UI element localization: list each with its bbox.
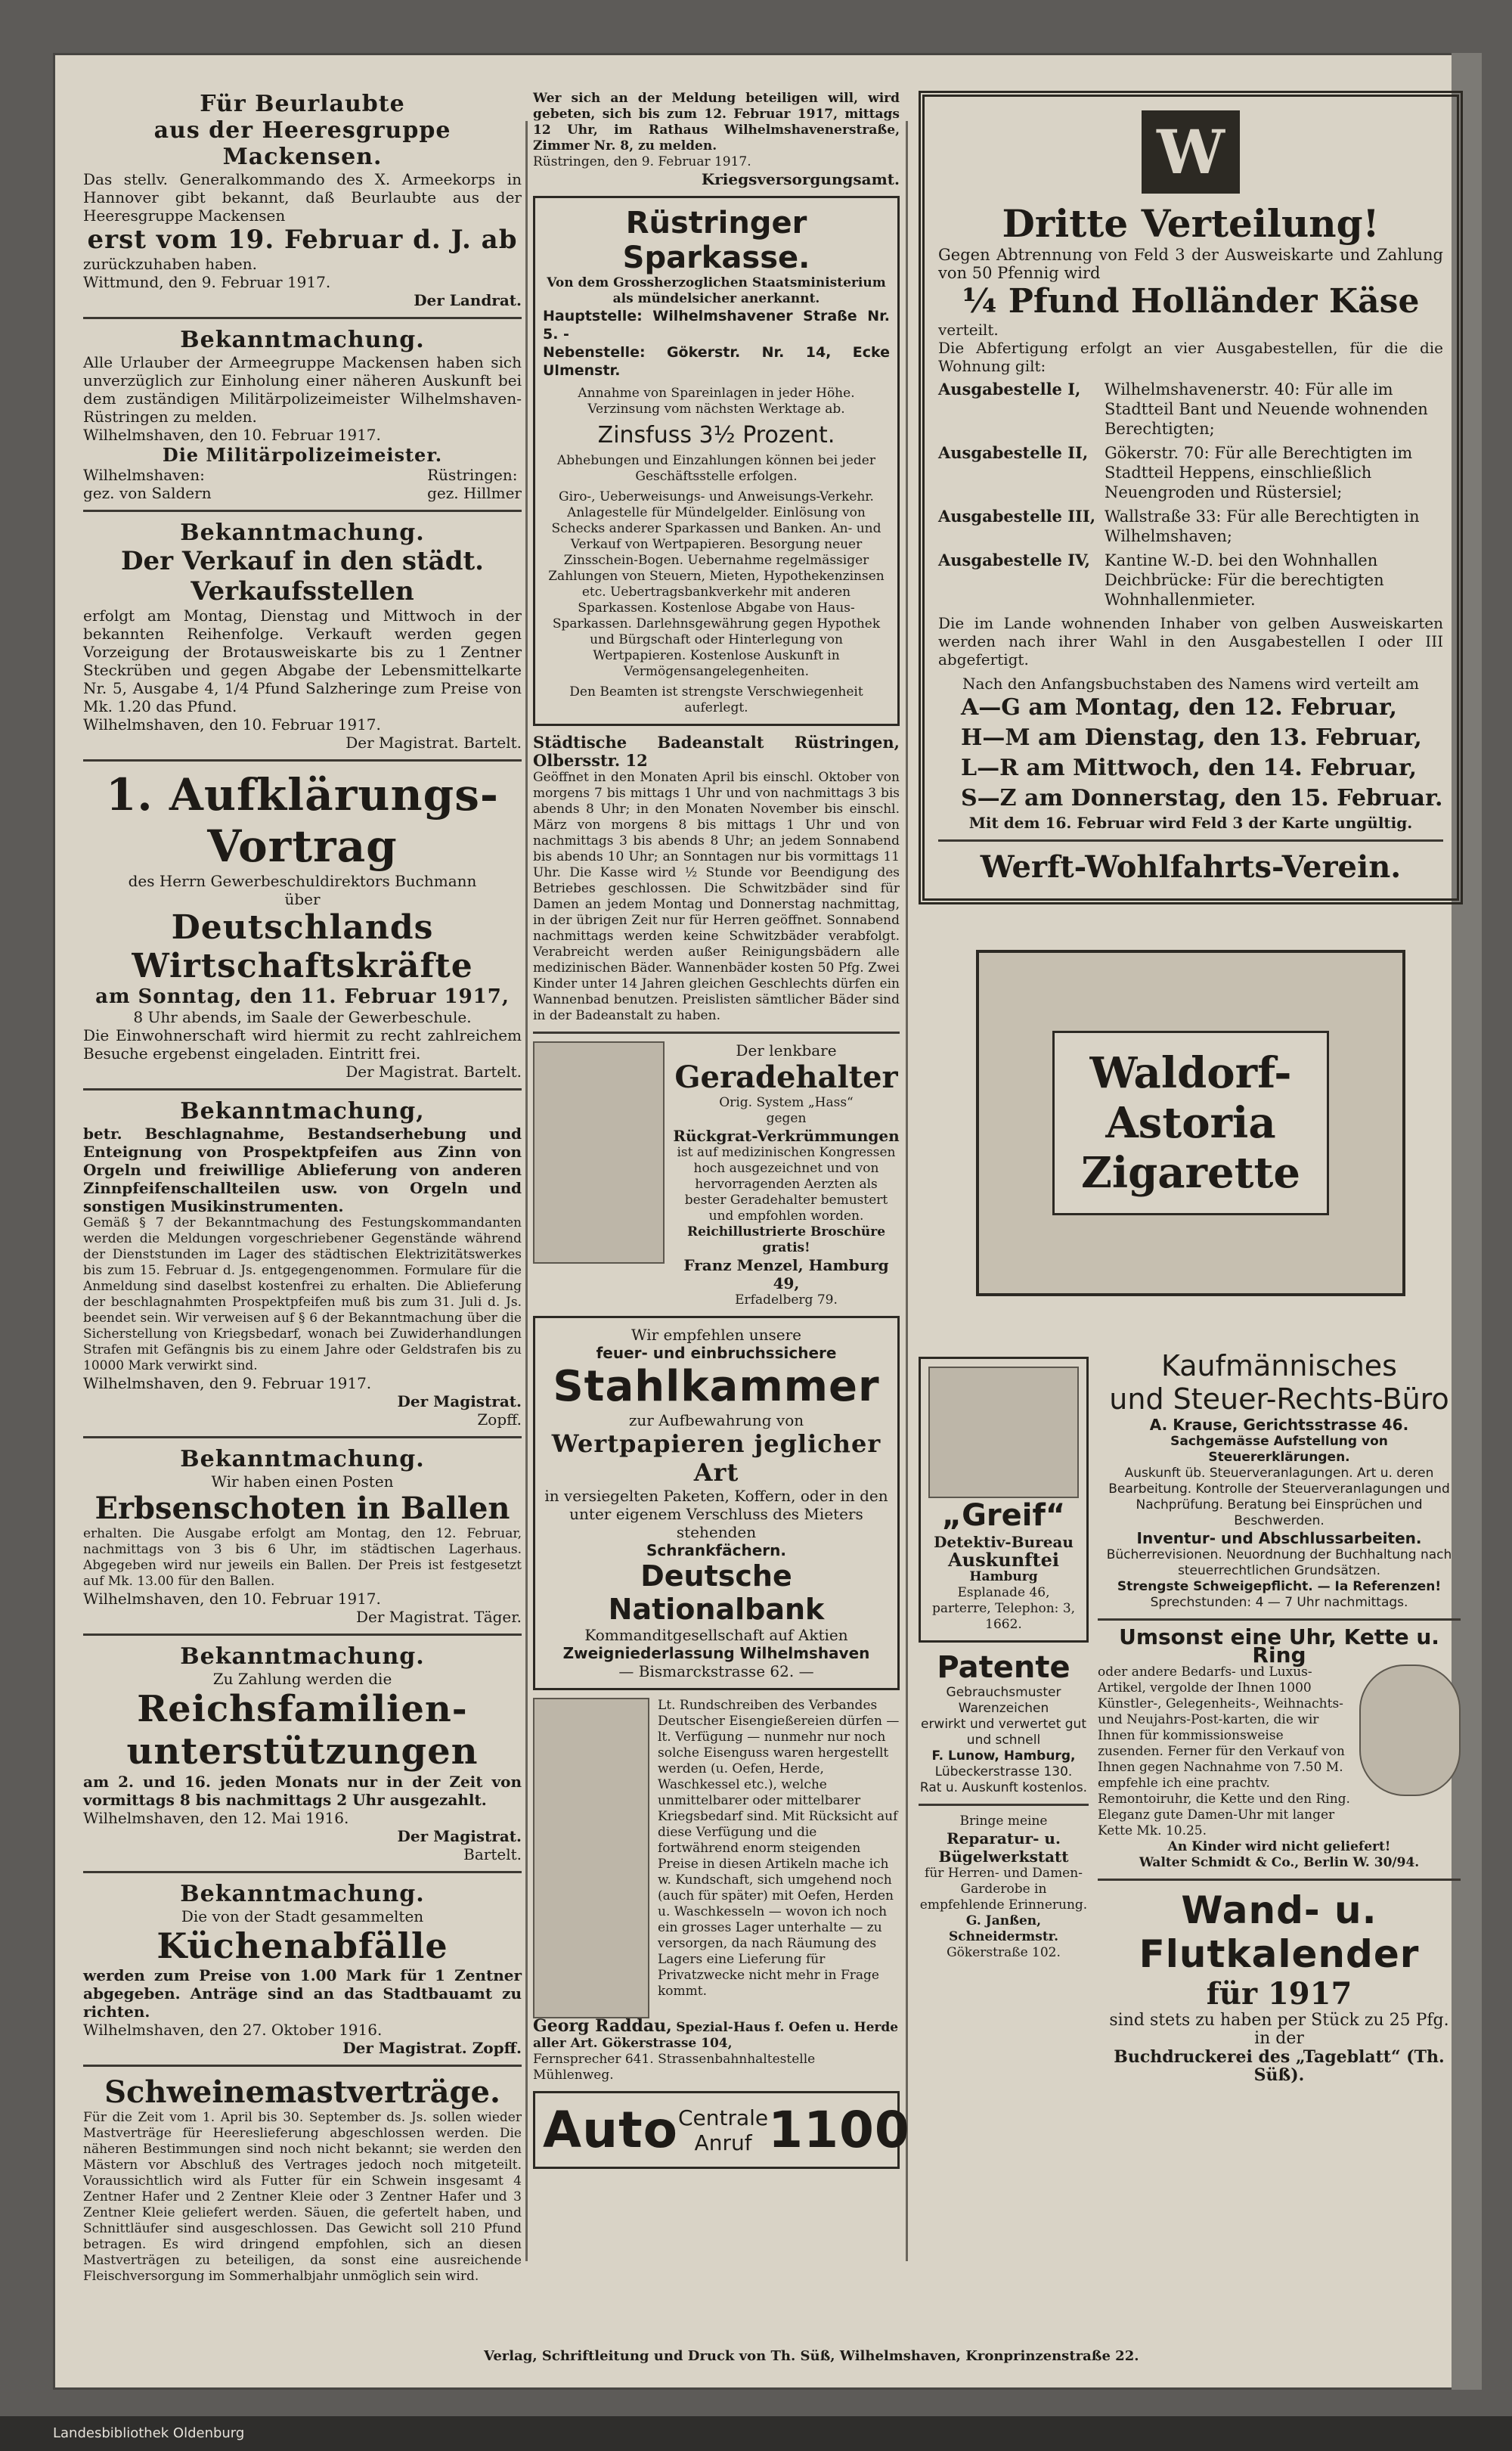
woman-illustration [533, 1041, 665, 1264]
notice-signature-name: Zopff. [477, 1410, 522, 1429]
bank-subtitle: Von dem Grossherzoglichen Staatsministerium als mündelsicher anerkannt. [547, 275, 886, 306]
point-label: Ausgabestelle I, [938, 380, 1081, 399]
ad-savings-bank [533, 196, 900, 726]
divider [83, 1871, 522, 1873]
notice-military-police [83, 327, 522, 502]
ad-patents [919, 1650, 1089, 1796]
greif-city: Hamburg [969, 1569, 1038, 1584]
ad-condition: Rückgrat-Verkrümmungen [673, 1127, 900, 1145]
ad-text: Schrankfächern. [646, 1541, 786, 1559]
tax-text: Strengste Schweigepflicht. — Ia Referenzen! [1117, 1579, 1442, 1594]
notice-date: Wilhelmshaven, den 10. Februar 1917. [83, 426, 381, 444]
bank-title: Rüstringer Sparkasse. [622, 206, 810, 275]
patents-text: Gebrauchsmuster Warenzeichen [946, 1685, 1061, 1716]
divider [83, 317, 522, 319]
notice-text: werden zum Preise von 1.00 Mark für 1 Zentner abgegeben. Anträge sind an das Stadtbauamt zu richten. [83, 1966, 522, 2021]
bank-text: Abhebungen und Einzahlungen können bei jeder Geschäftsstelle erfolgen. [557, 453, 875, 484]
notice-text: erhalten. Die Ausgabe erfolgt am Montag, den 12. Februar, nachmittags von 3 bis 6 Uhr, im städtischen Lagerhaus. Abgegeben wird nur jeweils ein Ballen. Der Preis ist festgesetzt auf Mk. 13.00 für den Ballen. [83, 1526, 522, 1589]
notice-title: Bekanntmachung, [180, 1098, 425, 1125]
notice-lead: Zu Zahlung werden die [212, 1670, 392, 1688]
distribution-day: A—G am Montag, den 12. Februar, [961, 694, 1397, 721]
distribution-title: Dritte Verteilung! [1002, 201, 1380, 246]
divider [1098, 1618, 1461, 1621]
ad-calendar [1098, 1888, 1461, 2084]
bank-text: Annahme von Spareinlagen in jeder Höhe. Verzinsung vom nächsten Werktage ab. [578, 386, 855, 417]
ad-firm: Georg Raddau, [533, 2016, 672, 2036]
ad-strongroom [533, 1316, 900, 1690]
repair-lead: Bringe meine [959, 1813, 1048, 1829]
distribution-text: verteilt. [938, 321, 999, 339]
notice-title: Bekanntmachung. [180, 1643, 425, 1670]
notice-furlough [83, 91, 522, 309]
stove-illustration [533, 1698, 649, 2018]
distribution-text: Nach den Anfangsbuchstaben des Namens wird verteilt am [962, 675, 1420, 693]
distribution-item: ¼ Pfund Holländer Käse [962, 282, 1420, 321]
point-label: Ausgabestelle II, [938, 443, 1089, 462]
patents-text: erwirkt und verwertet gut und schnell [920, 1717, 1086, 1748]
notice-subtitle: Der Verkauf in den städt. Verkaufsstellen [120, 546, 485, 607]
watch-firm: Walter Schmidt & Co., Berlin W. 30/94. [1139, 1855, 1420, 1870]
tax-name: A. Krause, Gerichtsstrasse 46. [1149, 1416, 1409, 1434]
notice-kitchen-waste [83, 1881, 522, 2057]
ad-text: Kommanditgesellschaft auf Aktien [584, 1626, 848, 1644]
distribution-point [938, 443, 1443, 502]
point-label: Ausgabestelle III, [938, 507, 1096, 526]
patents-title: Patente [937, 1650, 1070, 1685]
calendar-text: in der [1254, 2029, 1304, 2048]
point-text: Kantine W.-D. bei den Wohnhallen Deichbrücke: Für die berechtigten Wohnhallenmieter. [1105, 551, 1384, 609]
bath-text: Geöffnet in den Monaten April bis einschl. Oktober von morgens 7 bis mittags 1 Uhr und von nachmittags 3 bis abends 8 Uhr; in den Monaten November bis einschl. März von morgens 8 bis mittags 1 Uhr und von nachmittags 3 bis abends 8 Uhr; an jedem Sonnabend bis abends 10 Uhr; an Sonntagen nur bis vormittags 11 Uhr. Die Kasse wird ½ Stunde vor Beendigung des Betriebes geschlossen. Die Schwitzbäder sind für Damen an jedem Montag und Donnerstag nachmittag, in der übrigen Zeit nur für Herren geöffnet. Sonnabend nachmittags werden keine Schwitzbäder verabfolgt. Verabreicht werden außer Reinigungsbädern alle medizinischen Bäder. Wannenbäder kosten 50 Pfg. Zwei Kinder unter 14 Jahren gleichen Geschlechts dürfen ein Wannenbad benutzen. Preislisten sämtlicher Bäder sind in der Badeanstalt zu haben. [533, 770, 900, 1023]
bank-services: Giro-, Ueberweisungs- und Anweisungs-Verkehr. Anlagestelle für Mündelgelder. Einlösung von Schecks anderer Sparkassen und Banken. An- und Verkauf von Wertpapieren. Besorgung neuer Zinsschein-Bogen. Uebernahme regelmässiger Zahlungen von Steuern, Mieten, Hypothekenzinsen etc. Uebertragsbankverkehr mit anderen Sparkassen. Kostenlose Abgabe von Haus-Sparkassen. Darlehnsgewährung gegen Hypothek und Bürgschaft oder Hinterlegung von Wertpapieren. Kostenlose Auskunft in Vermögensangelegenheiten. [548, 489, 885, 679]
point-text: Gökerstr. 70: Für alle Berechtigten im Stadtteil Heppens, einschließlich Neuengroden und Rüstersiel; [1105, 444, 1413, 501]
ad-text: in versiegelten Paketen, Koffern, oder in den unter eigenem Verschluss des Mieters stehenden [544, 1487, 888, 1541]
waldorf-line: Astoria [1105, 1098, 1276, 1148]
divider [83, 2065, 522, 2067]
auto-word: Auto [543, 2101, 678, 2159]
notice-signature: Der Magistrat. Bartelt. [345, 1063, 522, 1081]
calendar-title: Wand- u. Flutkalender [1139, 1888, 1420, 1976]
notice-sales [83, 520, 522, 752]
tax-text: Sprechstunden: 4 — 7 Uhr nachmittags. [1150, 1595, 1408, 1610]
ad-lead: Der lenkbare [736, 1041, 837, 1060]
notice-subtitle: aus der Heeresgruppe Mackensen. [153, 117, 451, 170]
calendar-text: sind stets zu haben per Stück zu 25 Pfg. [1109, 2011, 1449, 2030]
w-logo: W [1142, 110, 1240, 194]
notice-signature-name: Bartelt. [463, 1845, 522, 1863]
divider [83, 1436, 522, 1438]
signer-right-place: Rüstringen: [427, 466, 518, 484]
patents-address: Lübeckerstrasse 130. [934, 1764, 1073, 1779]
ad-stoves [533, 1698, 900, 2018]
ad-bank: Deutsche Nationalbank [608, 1559, 825, 1626]
ad-firm: Franz Menzel, Hamburg 49, [683, 1256, 889, 1292]
distribution-text: Die Abfertigung erfolgt an vier Ausgabestellen, für die die Wohnung gilt: [938, 339, 1443, 375]
waldorf-line: Waldorf- [1089, 1048, 1292, 1098]
bank-interest: Zinsfuss 3½ Prozent. [597, 422, 835, 448]
auto-centrale: Centrale [677, 2105, 769, 2130]
ad-lead: Wir empfehlen unsere [631, 1326, 801, 1344]
tax-title: und Steuer-Rechts-Büro [1109, 1382, 1449, 1416]
auto-number: 1100 [768, 2101, 910, 2159]
calendar-year: für 1917 [1206, 1976, 1352, 2012]
tax-title: Kaufmännisches [1161, 1349, 1397, 1382]
divider [83, 1088, 522, 1091]
divider [938, 839, 1443, 842]
notice-signature: Der Magistrat. Bartelt. [345, 734, 522, 752]
bank-main-office: Hauptstelle: Wilhelmshavener Straße Nr. 5. - [543, 308, 890, 343]
column-middle [533, 91, 910, 2176]
watch-illustration [1359, 1665, 1461, 1796]
ad-greif-detective [919, 1357, 1089, 1643]
notice-family-support [83, 1643, 522, 1863]
lecture-location: 8 Uhr abends, im Saale der Gewerbeschule. [133, 1008, 472, 1026]
notice-title: Für Beurlaubte [200, 91, 405, 117]
ad-highlight: Wertpapieren jeglicher Art [551, 1429, 881, 1487]
notice-date: Rüstringen, den 9. Februar 1917. [533, 154, 751, 169]
notice-text: erfolgt am Montag, Dienstag und Mittwoch in der bekannten Reihenfolge. Verkauft werden gegen Vorzeigung der Brotausweiskarte bis zu 1 Zentner Steckrüben und gegen Abgabe der Lebensmittelkarte Nr. 5, Ausgabe 4, 1/4 Pfund Salzheringe zum Preise von Mk. 1.20 das Pfund. [83, 607, 522, 715]
column-right [919, 91, 1463, 2084]
ad-address: Erfadelberg 79. [735, 1292, 838, 1308]
notice-lead: Die von der Stadt gesammelten [181, 1907, 424, 1925]
tax-text: Bücherrevisionen. Neuordnung der Buchhaltung nach steuerrechtlichen Grundsätzen. [1106, 1547, 1452, 1578]
calendar-printer: Buchdruckerei des „Tageblatt“ (Th. Süß). [1114, 2047, 1445, 2085]
distribution-signature: Werft-Wohlfahrts-Verein. [980, 849, 1402, 885]
notice-highlight: unterstützungen [126, 1730, 479, 1773]
notice-text: am 2. und 16. jeden Monats nur in der Zeit von vormittags 8 bis nachmittags 2 Uhr ausgezahlt. [83, 1773, 522, 1809]
ad-auto [533, 2091, 910, 2169]
ad-waldorf-astoria [976, 950, 1405, 1296]
divider [919, 1804, 1089, 1806]
notice-war-office [533, 91, 900, 188]
notice-text: Wer sich an der Meldung beteiligen will, wird gebeten, sich bis zum 12. Februar 1917, mittags 12 Uhr, im Rathaus Wilhelmshavenerstraße, Zimmer Nr. 8, zu melden. [533, 91, 900, 154]
column-left [83, 91, 522, 2285]
ad-gegen: gegen [766, 1111, 807, 1126]
notice-text: Gemäß § 7 der Bekanntmachung des Festungskommandanten werden die Meldungen vorgeschriebener Gegenstände während der Dienststunden im Lager des städtischen Elektrizitätswerkes bis zum 15. Februar d. Js. entgegengenommen. Formulare für die Anmeldung sind daselbst kostenfrei zu erhalten. Die Ablieferung der beschlagnahmten Prospektpfeifen muß bis zum 31. Juli d. Js. beendet sein. Wir verweisen auf § 6 der Bekanntmachung über die Sicherstellung von Kriegsbedarf, wonach bei Zuwiderhandlungen Strafen mit Gefängnis bis zu einem Jahre oder Geldstrafen bis zu 10000 Mark verwirkt sind. [83, 1215, 522, 1373]
repair-title: Reparatur- u. Bügelwerkstatt [938, 1829, 1069, 1866]
ad-firm-detail: Spezial-Haus f. Oefen u. Herde aller Art. Gökerstrasse 104, [533, 2020, 899, 2051]
point-label: Ausgabestelle IV, [938, 551, 1090, 569]
notice-date: Wilhelmshaven, den 10. Februar 1917. [83, 715, 381, 734]
ad-title: Stahlkammer [553, 1362, 880, 1411]
patents-text: Rat u. Auskunft kostenlos. [919, 1780, 1088, 1795]
point-text: Wallstraße 33: Für alle Berechtigten in Wilhelmshaven; [1105, 507, 1420, 545]
notice-highlight: Erbsenschoten in Ballen [94, 1491, 510, 1526]
notice-pig-contracts [83, 2074, 522, 2285]
auto-anruf: Anruf [694, 2130, 752, 2155]
repair-address: Gökerstraße 102. [947, 1945, 1061, 1960]
notice-title: Bekanntmachung. [180, 520, 425, 546]
notice-highlight: erst vom 19. Februar d. J. ab [87, 225, 518, 255]
distribution-points [938, 380, 1443, 610]
notice-lecture [83, 769, 522, 1081]
ad-branch: Zweigniederlassung Wilhelmshaven [562, 1644, 870, 1662]
ad-phone: Fernsprecher 641. Strassenbahnhaltestelle Mühlenweg. [533, 2052, 816, 2083]
distribution-day: L—R am Mittwoch, den 14. Februar, [961, 755, 1418, 781]
notice-highlight: Reichsfamilien- [137, 1688, 468, 1730]
notice-signature: Die Militärpolizeimeister. [162, 444, 443, 466]
column-rule [525, 121, 528, 2261]
divider [533, 1032, 900, 1034]
ad-stoves-footer [533, 2018, 900, 2083]
notice-text: Das stellv. Generalkommando des X. Armeekorps in Hannover gibt bekannt, daß Beurlaubte aus der Heeresgruppe Mackensen [83, 170, 522, 225]
notice-title: Bekanntmachung. [180, 1446, 425, 1472]
notice-signature: Der Magistrat. [397, 1392, 522, 1410]
repair-firm: G. Janßen, Schneidermstr. [948, 1913, 1058, 1944]
notice-signature: Der Magistrat. Zopff. [342, 2039, 522, 2057]
tax-text: Inventur- und Abschlussarbeiten. [1136, 1529, 1422, 1547]
notice-text: Die Einwohnerschaft wird hiermit zu recht zahlreichem Besuche ergebenst eingeladen. Eintritt frei. [83, 1026, 522, 1063]
notice-date: Wittmund, den 9. Februar 1917. [83, 273, 331, 291]
notice-signature: Der Magistrat. Täger. [356, 1608, 522, 1626]
notice-date: Wilhelmshaven, den 9. Februar 1917. [83, 1374, 372, 1392]
notice-signature: Der Landrat. [414, 291, 522, 309]
bath-title: Städtische Badeanstalt Rüstringen, Olbersstr. 12 [533, 733, 900, 770]
griffin-illustration [928, 1367, 1079, 1498]
ad-subtitle: feuer- und einbruchssichere [596, 1344, 837, 1362]
watch-note: An Kinder wird nicht geliefert! [1167, 1839, 1391, 1854]
greif-name: „Greif“ [941, 1498, 1066, 1533]
notice-date: Wilhelmshaven, den 12. Mai 1916. [83, 1809, 349, 1827]
notice-bathhouse [533, 734, 900, 1024]
lecture-date: am Sonntag, den 11. Februar 1917, [95, 985, 510, 1008]
distribution-point [938, 551, 1443, 610]
notice-date: Wilhelmshaven, den 10. Februar 1917. [83, 1590, 381, 1608]
notice-text: zurückzuhaben haben. [83, 255, 257, 273]
ad-tax-office [1098, 1349, 1461, 1611]
lecture-ueber: über [284, 890, 321, 908]
tax-text: Auskunft üb. Steuerveranlagungen. Art u. deren Bearbeitung. Kontrolle der Steuerveranlagungen und Nachprüfung. Beratung bei Einsprüchen und Beschwerden. [1108, 1466, 1450, 1528]
ad-free-watch [1098, 1624, 1461, 1871]
notice-highlight: Schweinemastverträge. [104, 2074, 500, 2110]
distribution-note: Mit dem 16. Februar wird Feld 3 der Karte ungültig. [968, 814, 1413, 832]
greif-line: Auskunftei [948, 1549, 1059, 1571]
ad-system: Orig. System „Hass“ [719, 1095, 854, 1110]
distribution-point [938, 380, 1443, 439]
divider [83, 1633, 522, 1636]
distribution-text: Die im Lande wohnenden Inhaber von gelben Ausweiskarten werden nach ihrer Wahl in den Ausgabestellen I oder III abgefertigt. [938, 614, 1443, 669]
notice-text: Für die Zeit vom 1. April bis 30. September ds. Js. sollen wieder Mastverträge für Heereslieferung abgeschlossen werden. Die näheren Bestimmungen sind noch nicht bekannt; sie werden den Mästern vor Abschluß des Vertrages jedoch noch mitgeteilt. Voraussichtlich wird als Futter für ein Schwein insgesamt 4 Zentner Hafer und 2 Zentner Kleie oder 3 Zentner Hafer und 3 Zentner Kleie geliefert werden. Säuen, die gefertelt haben, und Schnittläufer sind ausgeschlossen. Das Gewicht soll 210 Pfund betragen. Es wird dringend empfohlen, sich an diesen Mastverträgen zu beteiligen, da sonst eine ausreichende Fleischversorgung im Sommerhalbjahr unmöglich sein wird. [83, 2110, 522, 2284]
greif-line: Detektiv-Bureau [934, 1533, 1074, 1551]
notice-subject: betr. Beschlagnahme, Bestandserhebung und Enteignung von Prospektpfeifen aus Zinn von Orgeln und freiwillige Ablieferung von anderen Zinnpfeifenschallteilen usw. von Orgeln und sonstigen Musikinstrumenten. [83, 1125, 522, 1215]
distribution-day: S—Z am Donnerstag, den 15. Februar. [961, 785, 1443, 811]
imprint: Verlag, Schriftleitung und Druck von Th. Süß, Wilhelmshaven, Kronprinzenstraße 22. [484, 2348, 1139, 2364]
watch-text: oder andere Bedarfs- und Luxus-Artikel, vergolde der Ihnen 1000 Künstler-, Gelegenheits-, Weihnachts- und Neujahrs-Post-karten, die wir Ihnen für kommissionsweise zusenden. Ferner für den Verkauf von Ihnen gegen Nachnahme von 7.50 M. empfehle ich eine prachtv. Remontoiruhr, die Kette und den Ring. Eleganz gute Damen-Uhr mit langer Kette Mk. 10.25. [1098, 1665, 1350, 1838]
signer-left-place: Wilhelmshaven: [83, 466, 205, 484]
point-text: Wilhelmshavenerstr. 40: Für alle im Stadtteil Bant und Neuende wohnenden Berechtigten; [1105, 380, 1428, 438]
tax-text: Sachgemässe Aufstellung von Steuererklärungen. [1170, 1434, 1388, 1465]
divider [83, 759, 522, 762]
notice-text: Alle Urlauber der Armeegruppe Mackensen haben sich unverzüglich zur Einholung einer näheren Auskunft bei dem zuständigen Militärpolizeimeister Wilhelmshaven-Rüstringen zu melden. [83, 353, 522, 426]
ad-posture-corrector [533, 1041, 900, 1308]
ad-text: Lt. Rundschreiben des Verbandes Deutscher Eisengießereien dürfen — lt. Verfügung — nunmehr nur noch solche Eisenguss waren hergestellt werden (u. Oefen, Herde, Waschkessel etc.), welche unmittelbarer oder mittelbarer Kriegsbedarf sind. Mit Rücksicht auf diese Verfügung und die fortwährend enorm steigenden Preise in diesen Artikeln mache ich w. Kundschaft, sich umgehend noch (auch für später) mit Oefen, Herden u. Waschkesseln — wovon ich noch ein grosses Lager unterhalte — zu versorgen, da nach Räumung des Lagers eine Lieferung für Privatzwecke nicht mehr in Frage kommt. [658, 1698, 900, 1999]
lecture-topic: Deutschlands Wirtschaftskräfte [132, 908, 473, 985]
lecture-speaker: des Herrn Gewerbeschuldirektors Buchmann [128, 872, 477, 890]
notice-peas [83, 1446, 522, 1626]
patents-firm: F. Lunow, Hamburg, [931, 1748, 1076, 1764]
ad-brochure: Reichillustrierte Broschüre gratis! [686, 1224, 886, 1255]
ad-text: zur Aufbewahrung von [628, 1411, 804, 1429]
ad-cheese-distribution [919, 91, 1463, 904]
watch-title: Umsonst eine Uhr, Kette u. Ring [1119, 1624, 1439, 1668]
notice-signature: Kriegsversorgungsamt. [701, 170, 900, 188]
notice-date: Wilhelmshaven, den 27. Oktober 1916. [83, 2021, 383, 2039]
divider [1098, 1879, 1461, 1881]
notice-organ-pipes [83, 1098, 522, 1429]
ad-repair-shop [919, 1813, 1089, 1961]
repair-text: für Herren- und Damen-Garderobe in empfehlende Erinnerung. [919, 1866, 1088, 1913]
ad-address: — Bismarckstrasse 62. — [618, 1662, 814, 1680]
ad-text: ist auf medizinischen Kongressen hoch ausgezeichnet und von hervorragenden Aerzten als bester Geradehalter bemustert und empfohlen worden. [677, 1145, 896, 1224]
distribution-text: Gegen Abtrennung von Feld 3 der Ausweiskarte und Zahlung von 50 Pfennig wird [938, 246, 1443, 282]
ad-title: Geradehalter [674, 1060, 898, 1095]
waldorf-line: Zigarette [1080, 1148, 1301, 1198]
lecture-title: 1. Aufklärungs-Vortrag [106, 769, 499, 872]
signer-left-name: gez. von Saldern [83, 484, 212, 502]
distribution-day: H—M am Dienstag, den 13. Februar, [961, 724, 1422, 751]
column-rule [906, 121, 908, 2261]
library-footer: Landesbibliothek Oldenburg [0, 2416, 1512, 2451]
distribution-point [938, 507, 1443, 546]
bank-secrecy: Den Beamten ist strengste Verschwiegenheit auferlegt. [569, 684, 863, 715]
notice-signature: Der Magistrat. [397, 1827, 522, 1845]
notice-title: Bekanntmachung. [180, 327, 425, 353]
bank-branch: Nebenstelle: Gökerstr. Nr. 14, Ecke Ulmenstr. [543, 344, 890, 379]
notice-title: Bekanntmachung. [180, 1881, 425, 1907]
divider [83, 510, 522, 512]
greif-address: Esplanade 46, parterre, Telephon: 3, 1662. [931, 1585, 1076, 1632]
notice-highlight: Küchenabfälle [156, 1925, 448, 1966]
signer-right-name: gez. Hillmer [427, 484, 522, 502]
notice-lead: Wir haben einen Posten [211, 1472, 394, 1491]
